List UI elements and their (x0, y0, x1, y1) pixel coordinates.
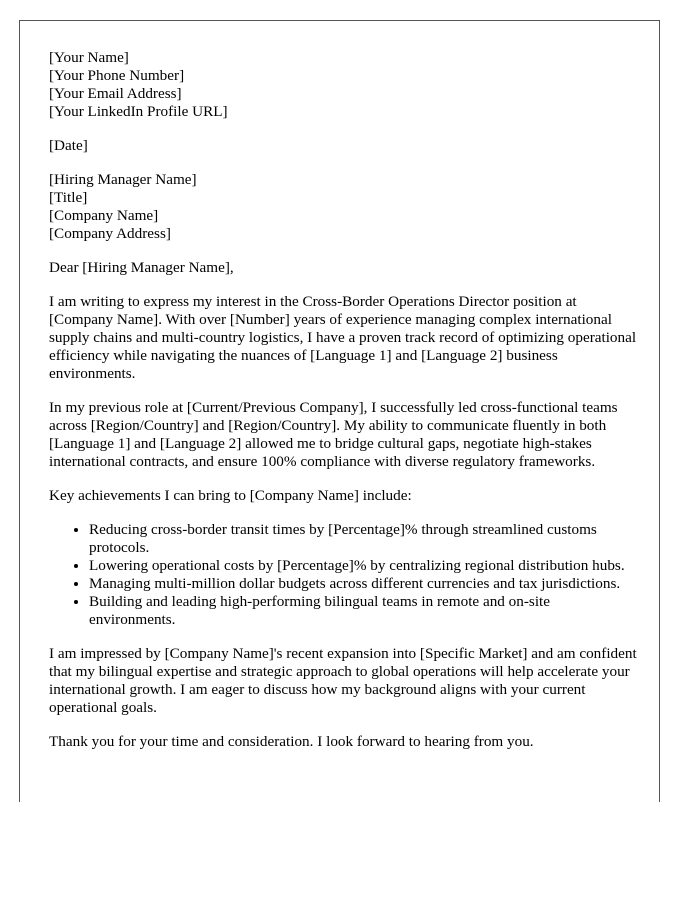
list-item: • Reducing cross-border transit times by [Percentage]% through streamlined customs protocols. (89, 521, 637, 557)
salutation: Dear [Hiring Manager Name], (49, 259, 234, 276)
sender-name: [Your Name] (49, 49, 129, 66)
recipient-company: [Company Name] (49, 207, 159, 224)
sender-linkedin: [Your LinkedIn Profile URL] (49, 103, 228, 120)
body-paragraph-intro: I am writing to express my interest in the Cross-Border Operations Director position at [Company Name]. With over [Number] years of experience managing complex international supply chains and multi-country logistics, I have a proven track record of optimizing operational efficiency while navigating the nuances of [Language 1] and [Language 2] business environments. (49, 293, 637, 382)
sender-block (49, 49, 637, 121)
letter-content (49, 49, 637, 767)
recipient-address: [Company Address] (49, 225, 171, 242)
letter-page (19, 20, 660, 802)
recipient-title: [Title] (49, 189, 88, 206)
body-paragraph-thanks: Thank you for your time and consideration. I look forward to hearing from you. (49, 733, 534, 750)
list-item: • Managing multi-million dollar budgets across different currencies and tax jurisdictions. (89, 575, 637, 593)
list-item: • Building and leading high-performing bilingual teams in remote and on-site environments. (89, 593, 637, 629)
recipient-block (49, 171, 637, 243)
recipient-name: [Hiring Manager Name] (49, 171, 197, 188)
sender-phone: [Your Phone Number] (49, 67, 185, 84)
date-block (49, 137, 637, 155)
list-item: • Lowering operational costs by [Percentage]% by centralizing regional distribution hubs. (89, 557, 637, 575)
body-paragraph-closing: I am impressed by [Company Name]'s recent expansion into [Specific Market] and am confident that my bilingual expertise and strategic approach to global operations will help accelerate your international growth. I am eager to discuss how my background aligns with your current operational goals. (49, 645, 637, 716)
sender-email: [Your Email Address] (49, 85, 182, 102)
letter-date: [Date] (49, 137, 88, 154)
achievements-list (49, 521, 637, 629)
body-paragraph-experience: In my previous role at [Current/Previous Company], I successfully led cross-functional teams across [Region/Country] and [Region/Country]. My ability to communicate fluently in both [Language 1] and [Language 2] allowed me to bridge cultural gaps, negotiate high-stakes international contracts, and ensure 100% compliance with diverse regulatory frameworks. (49, 399, 618, 470)
body-paragraph-achievements-intro: Key achievements I can bring to [Company Name] include: (49, 487, 412, 504)
